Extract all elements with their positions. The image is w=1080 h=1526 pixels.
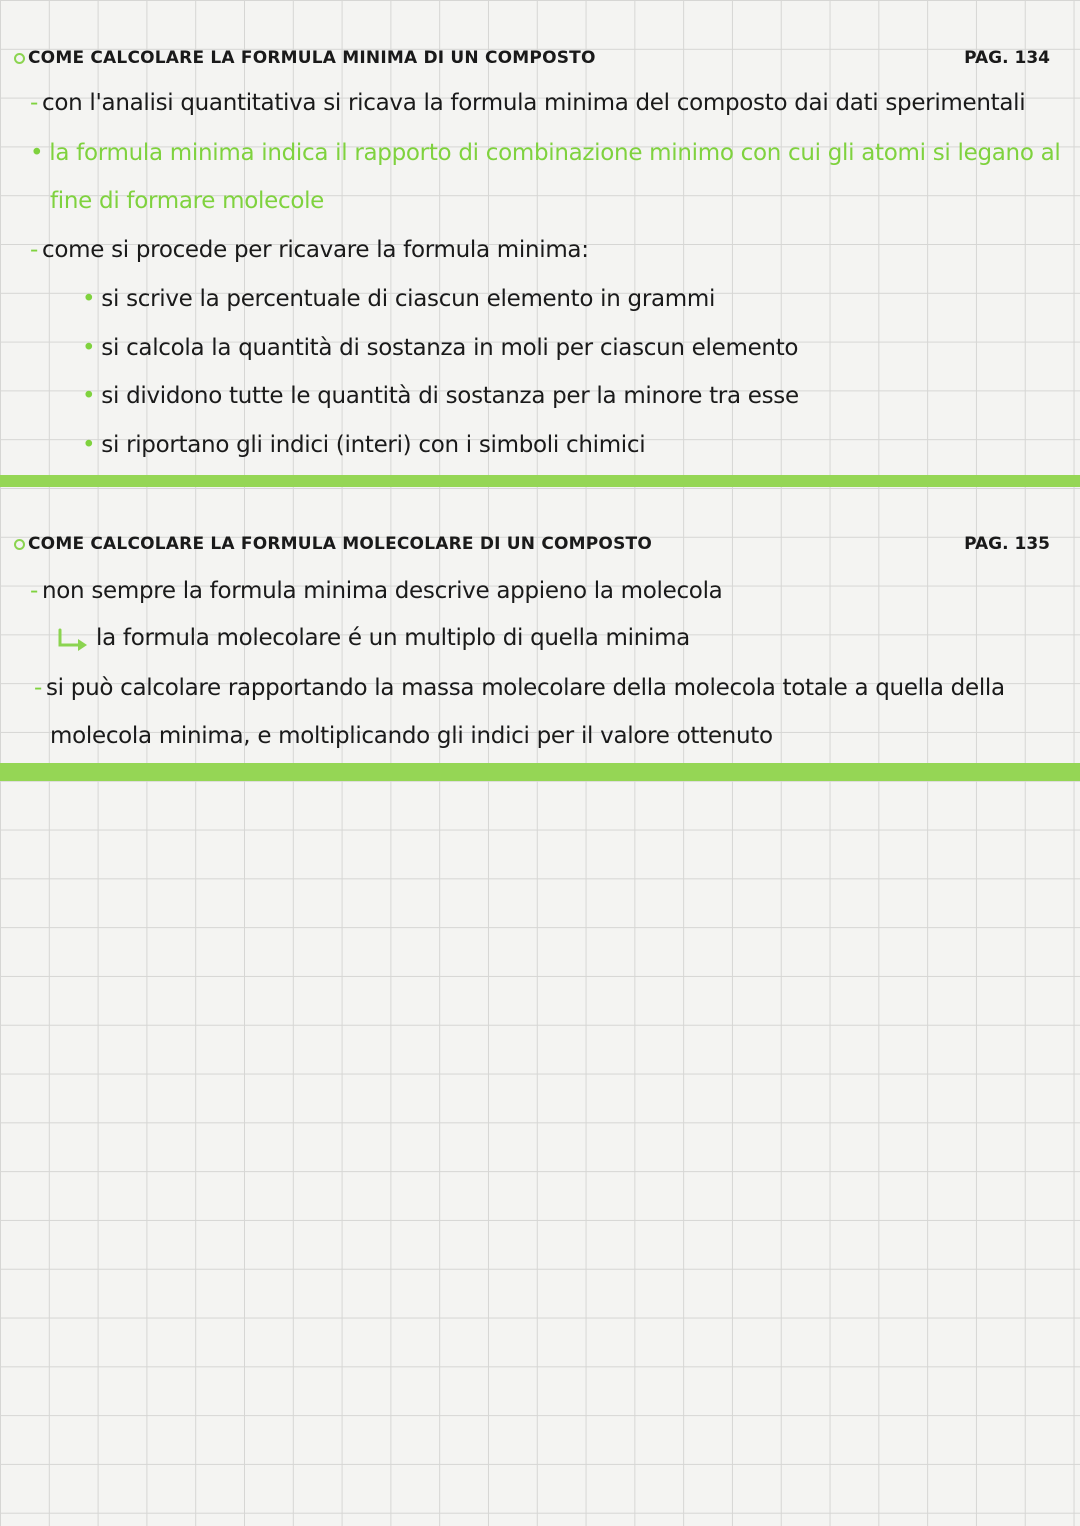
dot-bullet-icon: •: [82, 286, 96, 312]
step-text: si riportano gli indici (interi) con i simboli chimici: [101, 432, 646, 458]
note-text: molecola minima, e moltiplicando gli indici per il valore ottenuto: [50, 723, 773, 749]
highlight-text: fine di formare molecole: [50, 188, 325, 214]
step-item: [82, 284, 715, 314]
highlight-line: [50, 186, 324, 216]
step-text: si scrive la percentuale di ciascun elemento in grammi: [101, 286, 716, 312]
step-text: si calcola la quantità di sostanza in moli per ciascun elemento: [101, 335, 799, 361]
note-line: [34, 673, 1005, 703]
section-title: COME CALCOLARE LA FORMULA MINIMA DI UN COMPOSTO: [28, 48, 596, 68]
circle-bullet-icon: [14, 53, 25, 64]
dash-bullet-icon: -: [30, 90, 38, 116]
arrow-note-line: [56, 623, 690, 653]
step-text: si dividono tutte le quantità di sostanza per la minore tra esse: [101, 383, 799, 409]
section-header: [14, 48, 596, 68]
section-title: COME CALCOLARE LA FORMULA MOLECOLARE DI UN COMPOSTO: [28, 534, 652, 554]
note-text: si può calcolare rapportando la massa molecolare della molecola totale a quella della: [46, 675, 1005, 701]
dash-bullet-icon: -: [30, 237, 38, 263]
note-text: come si procede per ricavare la formula minima:: [42, 237, 589, 263]
note-text: non sempre la formula minima descrive appieno la molecola: [42, 578, 723, 604]
note-text: con l'analisi quantitativa si ricava la formula minima del composto dai dati sperimentali: [42, 90, 1026, 116]
note-line: [30, 235, 589, 265]
page-reference: PAG. 134: [964, 48, 1050, 68]
note-text: la formula molecolare é un multiplo di quella minima: [96, 625, 690, 651]
dot-bullet-icon: •: [82, 432, 96, 458]
dot-bullet-icon: •: [30, 140, 44, 166]
step-item: [82, 381, 799, 411]
page-reference: PAG. 135: [964, 534, 1050, 554]
highlight-line: [30, 138, 1061, 168]
note-line: [30, 88, 1025, 118]
note-line: [30, 576, 722, 606]
arrow-right-icon: [56, 628, 90, 650]
note-line: [50, 721, 773, 751]
step-item: [82, 333, 798, 363]
section-header: [14, 534, 652, 554]
section-divider: [0, 763, 1080, 781]
highlight-text: la formula minima indica il rapporto di combinazione minimo con cui gli atomi si legano al: [49, 140, 1061, 166]
dash-bullet-icon: -: [34, 675, 42, 701]
step-item: [82, 430, 645, 460]
dash-bullet-icon: -: [30, 578, 38, 604]
circle-bullet-icon: [14, 539, 25, 550]
section-divider: [0, 475, 1080, 487]
dot-bullet-icon: •: [82, 335, 96, 361]
dot-bullet-icon: •: [82, 383, 96, 409]
